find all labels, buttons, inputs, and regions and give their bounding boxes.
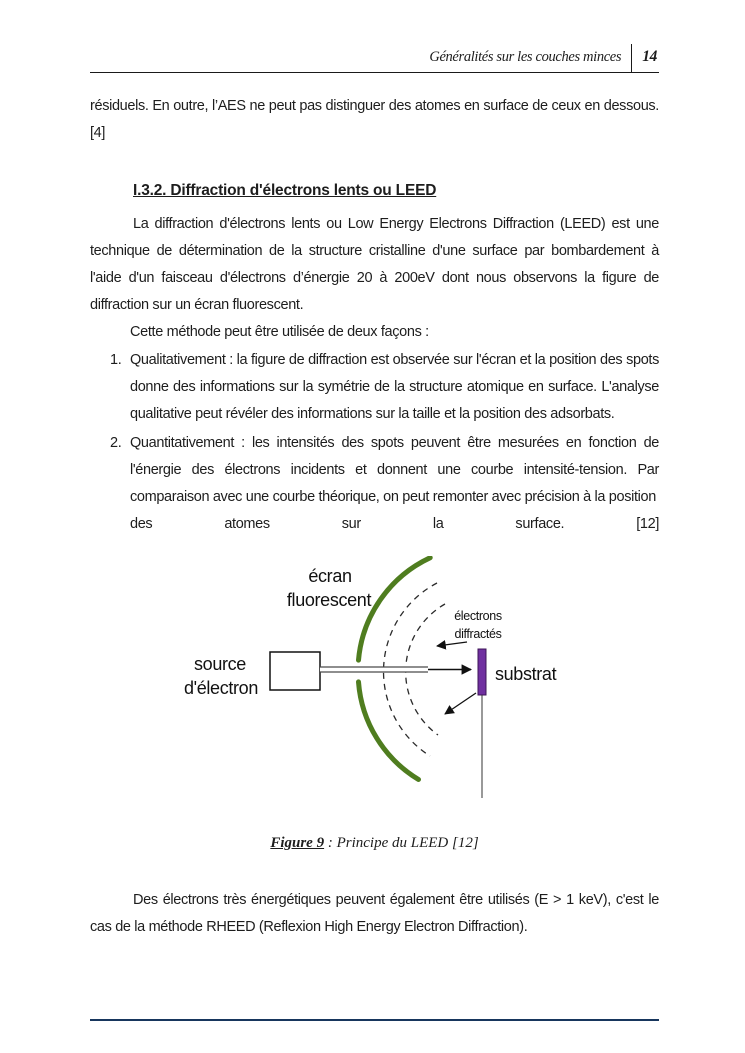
paragraph-methods: Cette méthode peut être utilisée de deux façons : <box>130 324 429 340</box>
paragraph-final: Des électrons très énergétiques peuvent également être utilisés (E > 1 keV), c'est le cas de la méthode RHEED (Reflexion High Energy Electron Diffraction). <box>90 892 659 935</box>
figure-leed <box>90 556 659 806</box>
diffracted-arrow-lower <box>445 693 476 714</box>
list-item-number: 1. <box>110 352 122 368</box>
running-header-title: Généralités sur les couches minces <box>429 49 622 65</box>
figure-caption-text: : Principe du LEED [12] <box>324 835 479 851</box>
list-item-number: 2. <box>110 435 122 451</box>
section-heading: I.3.2. Diffraction d'électrons lents ou LEED <box>133 182 437 199</box>
footer-rule <box>90 1019 659 1021</box>
fluorescent-screen-arc-bottom <box>359 682 419 780</box>
figure-caption-label: Figure 9 <box>270 835 325 851</box>
electron-source-box <box>270 652 320 690</box>
paragraph-intro: résiduels. En outre, l’AES ne peut pas distinguer des atomes en surface de ceux en dessous. [4] <box>90 98 659 141</box>
source-label-line2: d'électron <box>184 678 258 698</box>
diffracted-label-line1: électrons <box>454 609 502 623</box>
list-item-quantitative <box>110 430 659 538</box>
list-item-text-justified-tail: des atomes sur la surface. [12] <box>130 516 659 532</box>
diffracted-arrow-upper <box>437 642 467 646</box>
list-item-qualitative <box>110 347 659 428</box>
source-label-line1: source <box>194 654 246 674</box>
leed-diagram <box>160 556 640 806</box>
list-item-text <box>130 430 659 538</box>
page-number: 14 <box>631 44 659 72</box>
figure-caption <box>90 830 659 857</box>
numbered-list <box>110 347 659 538</box>
substrate-bar <box>478 649 486 695</box>
list-item-text: Qualitativement : la figure de diffraction est observée sur l'écran et la position des spots donne des informations sur la symétrie de la structure atomique en surface. L'analyse qualitative peut révéler des informations sur la taille et la position des adsorbats. <box>130 352 659 422</box>
screen-label-line1: écran <box>308 566 352 586</box>
paragraph-leed: La diffraction d'électrons lents ou Low Energy Electrons Diffraction (LEED) est une technique de détermination de la structure cristalline d'une surface par bombardement à l'aide d'un faisceau d'électrons d’énergie 20 à 200eV dont nous observons la figure de diffraction sur un écran fluorescent. <box>90 216 659 313</box>
page-header <box>90 44 659 73</box>
screen-label-line2: fluorescent <box>286 590 372 610</box>
substrate-label: substrat <box>495 664 557 684</box>
diffracted-label-line2: diffractés <box>454 627 502 641</box>
list-item-text-main: Quantitativement : les intensités des spots peuvent être mesurées en fonction de l'énergie des électrons incidents et donnent une courbe intensité-tension. Par comparaison avec une courbe théorique, on peut remonter avec précision à la position <box>130 435 659 505</box>
